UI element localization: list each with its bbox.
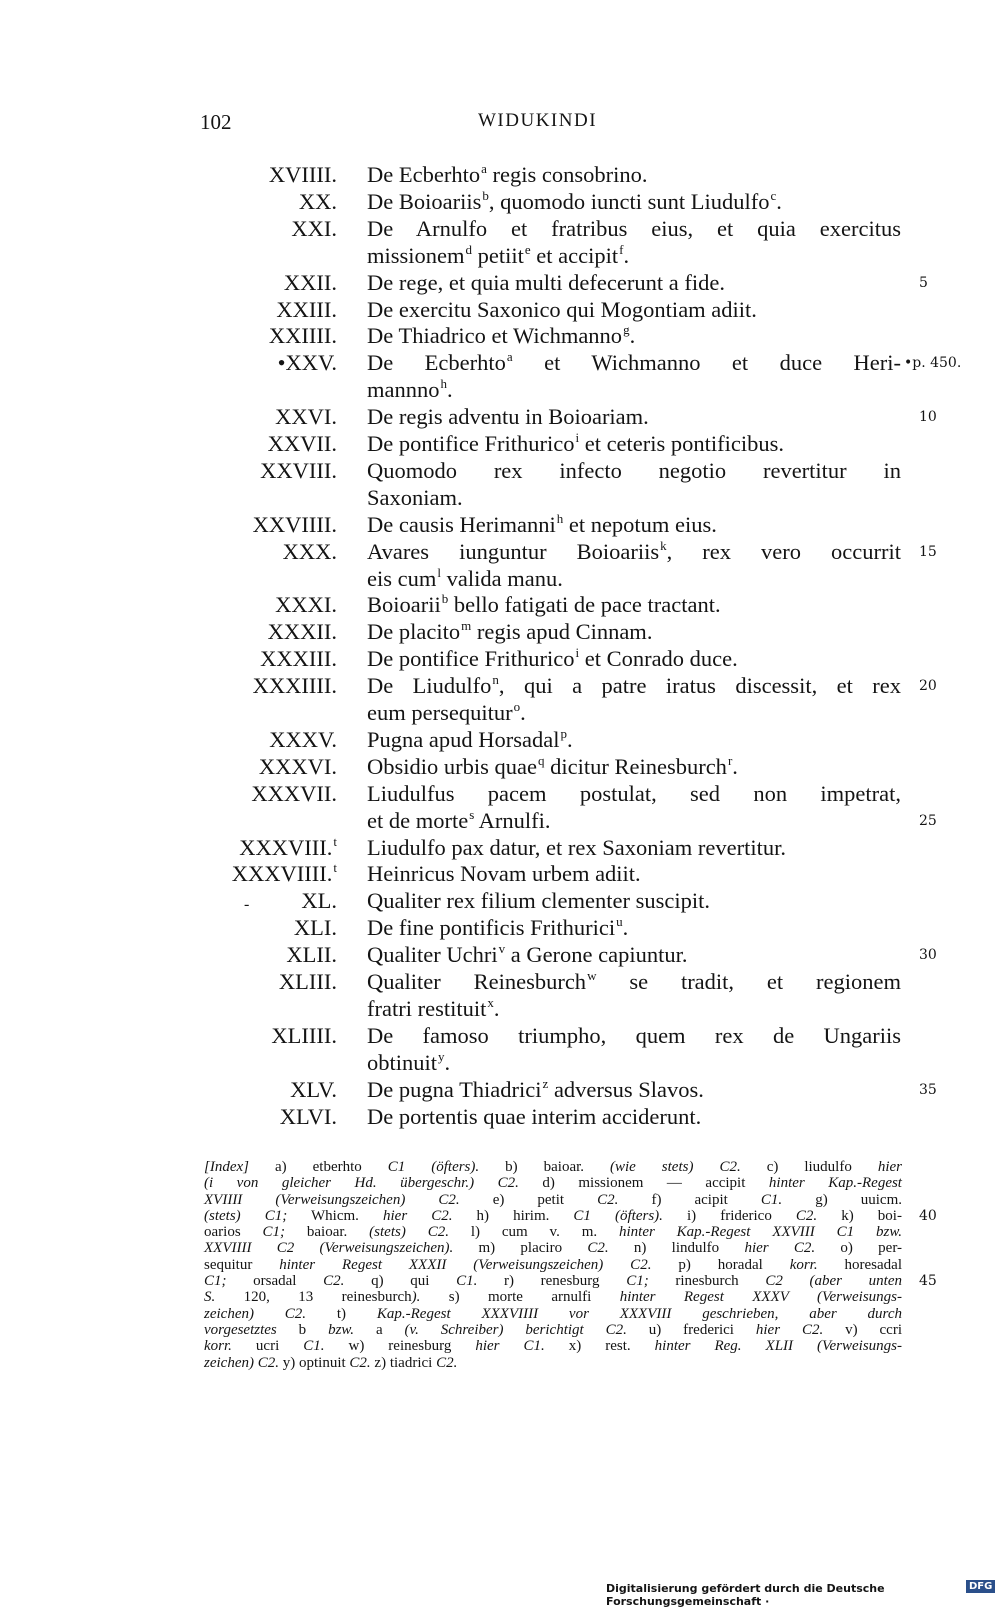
chapter-number: XXI. [291, 215, 337, 241]
chapter-title: De Boioariis$^b$, quomodo iuncti sunt Liudulfo$^c$. [367, 187, 782, 214]
chapter-title: Boioarii$^b$ bello fatigati de pace tractant. [367, 591, 721, 618]
chapter-number: XX. [298, 188, 337, 214]
chapter-title: De Ecberhto$^a$ regis consobrino. [367, 161, 648, 187]
chapter-title: Qualiter Uchri$^v$ a Gerone capiuntur. [367, 941, 688, 968]
chapter-number: XLIIII. [271, 1022, 337, 1048]
chapter-title-cont: fratri restituit$^x$. [367, 994, 500, 1021]
chapter-title: Pugna apud Horsadal$^p$. [367, 725, 573, 752]
chapter-number: •XXV. [277, 350, 337, 376]
dash-mark: - [244, 896, 250, 913]
digitization-credit: Digitalisierung gefördert durch die Deutsche Forschungsgemeinschaft · [606, 1582, 885, 1608]
chapter-title: Liudulfo pax datur, et rex Saxoniam revertitur. [367, 834, 786, 860]
chapter-title: De famoso triumpho, quem rex de Ungariis [367, 1022, 901, 1048]
line-number: 5 [919, 274, 928, 291]
chapter-title: De pugna Thiadrici$^z$ adversus Slavos. [367, 1075, 704, 1102]
chapter-number: XXVI. [275, 404, 337, 430]
chapter-title-cont: eis cum$^l$ valida manu. [367, 564, 563, 591]
chapter-title: Heinricus Novam urbem adiit. [367, 861, 641, 887]
line-number: 30 [919, 947, 937, 964]
chapter-title: De causis Herimanni$^h$ et nepotum eius. [367, 510, 717, 537]
chapter-number: XLVI. [279, 1103, 337, 1129]
footnote-line: (i von gleicher Hd. übergeschr.) C2. d) missionem — accipit hinter Kap.-Regest [204, 1175, 902, 1192]
page-number: 102 [200, 110, 232, 134]
chapter-title-cont: missionem$^d$ petiit$^e$ et accipit$^f$. [367, 241, 630, 268]
chapter-title: De Liudulfo$^n$, qui a patre iratus discessit, et rex [367, 672, 902, 699]
footnote-line: (stets) C1; Whicm. hier C2. h) hirim. C1 (öfters). i) friderico C2. k) boi- [204, 1207, 902, 1224]
chapter-title: De placito$^m$ regis apud Cinnam. [367, 618, 653, 645]
chapter-number: XXXVIIII.$^t$ [231, 860, 337, 887]
chapter-title-cont: obtinuit$^y$. [367, 1048, 451, 1075]
chapter-number: XXXIIII. [252, 673, 337, 699]
chapter-number: XXXVII. [251, 780, 337, 806]
chapter-title: Quomodo rex infecto negotio revertitur in [367, 457, 901, 483]
chapter-title: De portentis quae interim acciderunt. [367, 1103, 702, 1129]
chapter-title: De rege, et quia multi defecerunt a fide. [367, 269, 725, 295]
running-head: WIDUKINDI [478, 110, 598, 131]
chapter-number: XVIIII. [268, 162, 337, 187]
chapter-number: XLV. [290, 1076, 337, 1102]
chapter-number: XXVII. [267, 431, 337, 456]
chapter-title-cont: eum persequitur$^o$. [367, 699, 526, 725]
footnote-line: sequitur hinter Regest XXXII (Verweisungszeichen) C2. p) horadal korr. horesadal [204, 1256, 903, 1273]
chapter-number: XXVIII. [260, 457, 337, 483]
chapter-number: XXIII. [276, 296, 337, 322]
chapter-number: XXIIII. [268, 323, 337, 349]
chapter-number: XXXV. [269, 726, 337, 752]
line-number: 35 [919, 1081, 937, 1098]
chapter-title-cont: mannno$^h$. [367, 376, 453, 403]
footnote-line: vorgesetztes b bzw. a (v. Schreiber) berichtigt C2. u) frederici hier C2. v) ccri [204, 1321, 902, 1338]
chapter-number: XXXVI. [258, 753, 337, 779]
footnote-line: korr. ucri C1. w) reinesburg hier C1. x) rest. hinter Reg. XLII (Verweisungs- [204, 1338, 903, 1355]
chapter-number: XXVIIII. [252, 511, 337, 537]
chapter-number: XLII. [286, 942, 337, 968]
chapter-title: Qualiter rex filium clementer suscipit. [367, 888, 711, 914]
line-number: 20 [919, 678, 937, 695]
footnote-line-number: 45 [919, 1273, 937, 1289]
line-number: 10 [919, 409, 937, 426]
line-number: 15 [919, 543, 937, 560]
chapter-title: De Arnulfo et fratribus eius, et quia exercitus [367, 215, 901, 241]
chapter-number: XXXII. [267, 619, 337, 645]
chapter-number: XXXIII. [260, 646, 337, 672]
chapter-number: XXII. [283, 269, 337, 295]
chapter-title: De pontifice Frithurico$^i$ et Conrado duce. [367, 645, 738, 672]
footnote-line: S. 120, 13 reinesburch). s) morte arnulfi hinter Regest XXXV (Verweisungs- [204, 1289, 903, 1306]
chapter-title: Qualiter Reinesburch$^w$ se tradit, et regionem [367, 968, 901, 994]
dfg-logo: DFG [966, 1580, 995, 1593]
footnote-line: [Index] a) etberhto C1 (öfters). b) baioar. (wie stets) C2. c) liudulfo hier [204, 1159, 902, 1175]
critical-apparatus [204, 1159, 902, 1371]
footnote-line: zeichen) C2. t) Kap.-Regest XXXVIIII vor XXXVIII geschrieben, aber durch [204, 1305, 903, 1322]
chapter-number: XL. [301, 888, 337, 914]
chapter-number: XLIII. [278, 969, 337, 994]
chapter-title: De fine pontificis Frithurici$^u$. [367, 914, 629, 941]
chapter-title: Avares iunguntur Boioariis$^k$, rex vero occurrit [367, 537, 901, 564]
chapter-title-cont: Saxoniam. [367, 484, 463, 510]
footnote-line-number: 40 [919, 1208, 937, 1224]
footnote-line: zeichen) C2. y) optinuit C2. z) tiadrici C2. [204, 1354, 458, 1371]
chapter-title: Obsidio urbis quae$^q$ dicitur Reinesburch$^r$. [367, 752, 738, 779]
footnote-line: XXVIIII C2 (Verweisungszeichen). m) placiro C2. n) lindulfo hier C2. o) per- [204, 1240, 903, 1257]
line-number: 25 [919, 812, 937, 829]
footnote-line: oarios C1; baioar. (stets) C2. l) cum v. m. hinter Kap.-Regest XXVIII C1 bzw. [204, 1224, 902, 1241]
chapter-title: De regis adventu in Boioariam. [367, 404, 649, 430]
footnote-line: XVIIII (Verweisungszeichen) C2. e) petit C2. f) acipit C1. g) uuicm. [204, 1191, 902, 1208]
margin-page-note: •p. 450. [904, 355, 962, 372]
chapter-number: XXXI. [275, 592, 337, 618]
footnote-line: C1; orsadal C2. q) qui C1. r) renesburg C1; rinesburch C2 (aber unten [204, 1273, 902, 1290]
chapter-number: XXX. [282, 538, 337, 564]
chapter-title: De Ecberhto$^a$ et Wichmanno et duce Heri- [367, 349, 902, 376]
chapter-title: Liudulfus pacem postulat, sed non impetrat, [367, 780, 901, 806]
chapter-title: De pontifice Frithurico$^i$ et ceteris pontificibus. [367, 430, 785, 456]
chapter-number: XLI. [293, 915, 337, 941]
chapter-title: De exercitu Saxonico qui Mogontiam adiit. [367, 296, 757, 322]
chapter-title-cont: et de morte$^s$ Arnulfi. [367, 806, 551, 833]
chapter-title: De Thiadrico et Wichmanno$^g$. [367, 322, 636, 349]
chapter-number: XXXVIII.$^t$ [239, 833, 337, 860]
